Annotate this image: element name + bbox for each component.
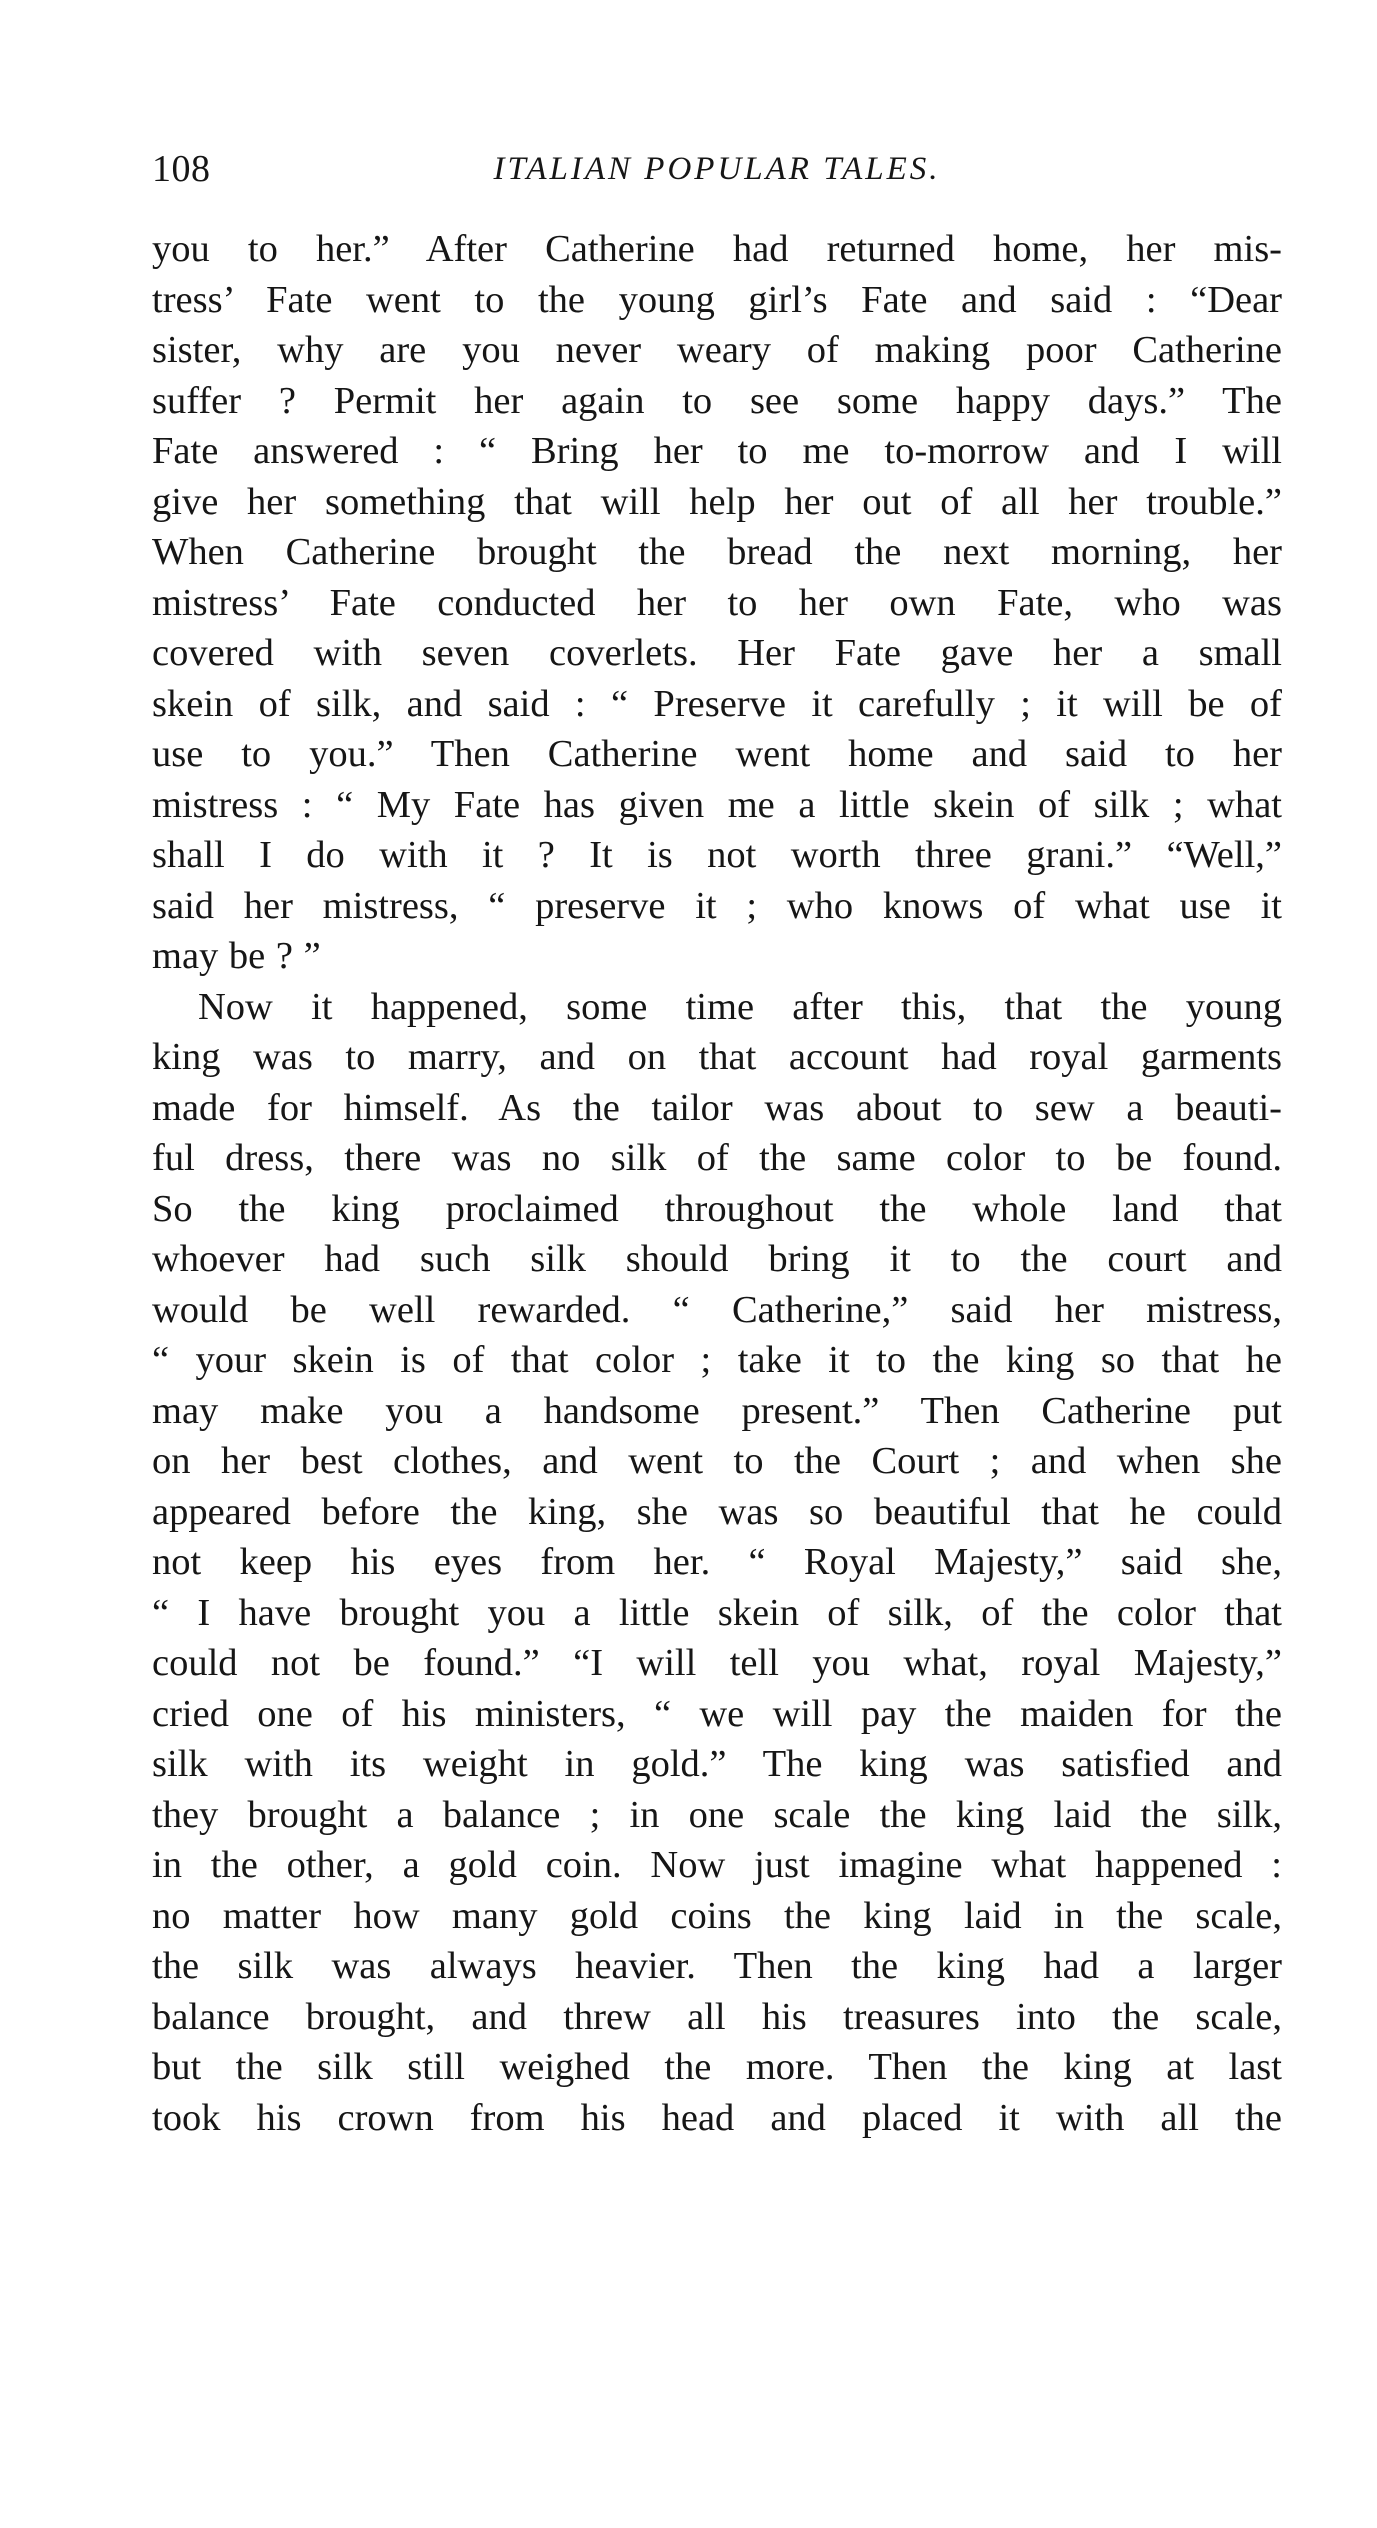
text-line: made for himself. As the tailor was about to sew a beauti- — [152, 1086, 1282, 1129]
text-line: shall I do with it ? It is not worth three grani.” “Well,” — [152, 834, 1282, 876]
text-line: use to you.” Then Catherine went home and said to her — [152, 733, 1282, 775]
text-line: So the king proclaimed throughout the whole land that — [152, 1187, 1282, 1230]
text-line: ful dress, there was no silk of the same color to be found. — [152, 1137, 1282, 1179]
text-line: no matter how many gold coins the king laid in the scale, — [152, 1894, 1282, 1937]
text-line: tress’ Fate went to the young girl’s Fate and said : “Dear — [152, 278, 1282, 321]
text-line: silk with its weight in gold.” The king was satisfied and — [152, 1743, 1282, 1785]
text-line: sister, why are you never weary of making poor Catherine — [152, 329, 1282, 371]
page-number: 108 — [152, 148, 211, 190]
text-line: cried one of his ministers, “ we will pay the maiden for the — [152, 1692, 1282, 1735]
text-line: Fate answered : “ Bring her to me to-morrow and I will — [152, 430, 1282, 472]
text-line: they brought a balance ; in one scale the king laid the silk, — [152, 1793, 1282, 1836]
text-line: suffer ? Permit her again to see some happy days.” The — [152, 379, 1282, 422]
text-line: took his crown from his head and placed it with all the — [152, 2096, 1282, 2139]
text-line: mistress : “ My Fate has given me a little skein of silk ; what — [152, 783, 1282, 826]
text-line: king was to marry, and on that account had royal garments — [152, 1036, 1282, 1078]
text-line: could not be found.” “I will tell you what, royal Majesty,” — [152, 1642, 1282, 1684]
text-line: the silk was always heavier. Then the king had a larger — [152, 1945, 1282, 1987]
text-line: not keep his eyes from her. “ Royal Majesty,” said she, — [152, 1541, 1282, 1583]
paragraph-end-line: may be ? ” — [152, 935, 321, 977]
text-line: balance brought, and threw all his treasures into the scale, — [152, 1995, 1282, 2038]
text-line: on her best clothes, and went to the Court ; and when she — [152, 1440, 1282, 1482]
text-line: said her mistress, “ preserve it ; who knows of what use it — [152, 884, 1282, 927]
running-title: ITALIAN POPULAR TALES. — [493, 151, 941, 187]
text-line: “ your skein is of that color ; take it to the king so that he — [152, 1339, 1282, 1381]
text-line: When Catherine brought the bread the next morning, her — [152, 531, 1282, 573]
text-line: skein of silk, and said : “ Preserve it carefully ; it will be of — [152, 682, 1282, 725]
text-line: whoever had such silk should bring it to the court and — [152, 1238, 1282, 1280]
text-line: you to her.” After Catherine had returned home, her mis- — [152, 228, 1282, 270]
body-text — [152, 224, 1282, 2143]
text-line: give her something that will help her out of all her trouble.” — [152, 480, 1282, 523]
text-line: “ I have brought you a little skein of silk, of the color that — [152, 1591, 1282, 1634]
page-header — [152, 146, 1282, 192]
text-line: but the silk still weighed the more. Then the king at last — [152, 2046, 1282, 2088]
text-line: would be well rewarded. “ Catherine,” said her mistress, — [152, 1288, 1282, 1331]
text-line: may make you a handsome present.” Then Catherine put — [152, 1389, 1282, 1432]
text-line: covered with seven coverlets. Her Fate gave her a small — [152, 632, 1282, 674]
text-line: in the other, a gold coin. Now just imagine what happened : — [152, 1844, 1282, 1886]
text-line: mistress’ Fate conducted her to her own Fate, who was — [152, 581, 1282, 624]
paragraph-start-line: Now it happened, some time after this, that the young — [198, 985, 1282, 1028]
text-line: appeared before the king, she was so beautiful that he could — [152, 1490, 1282, 1533]
